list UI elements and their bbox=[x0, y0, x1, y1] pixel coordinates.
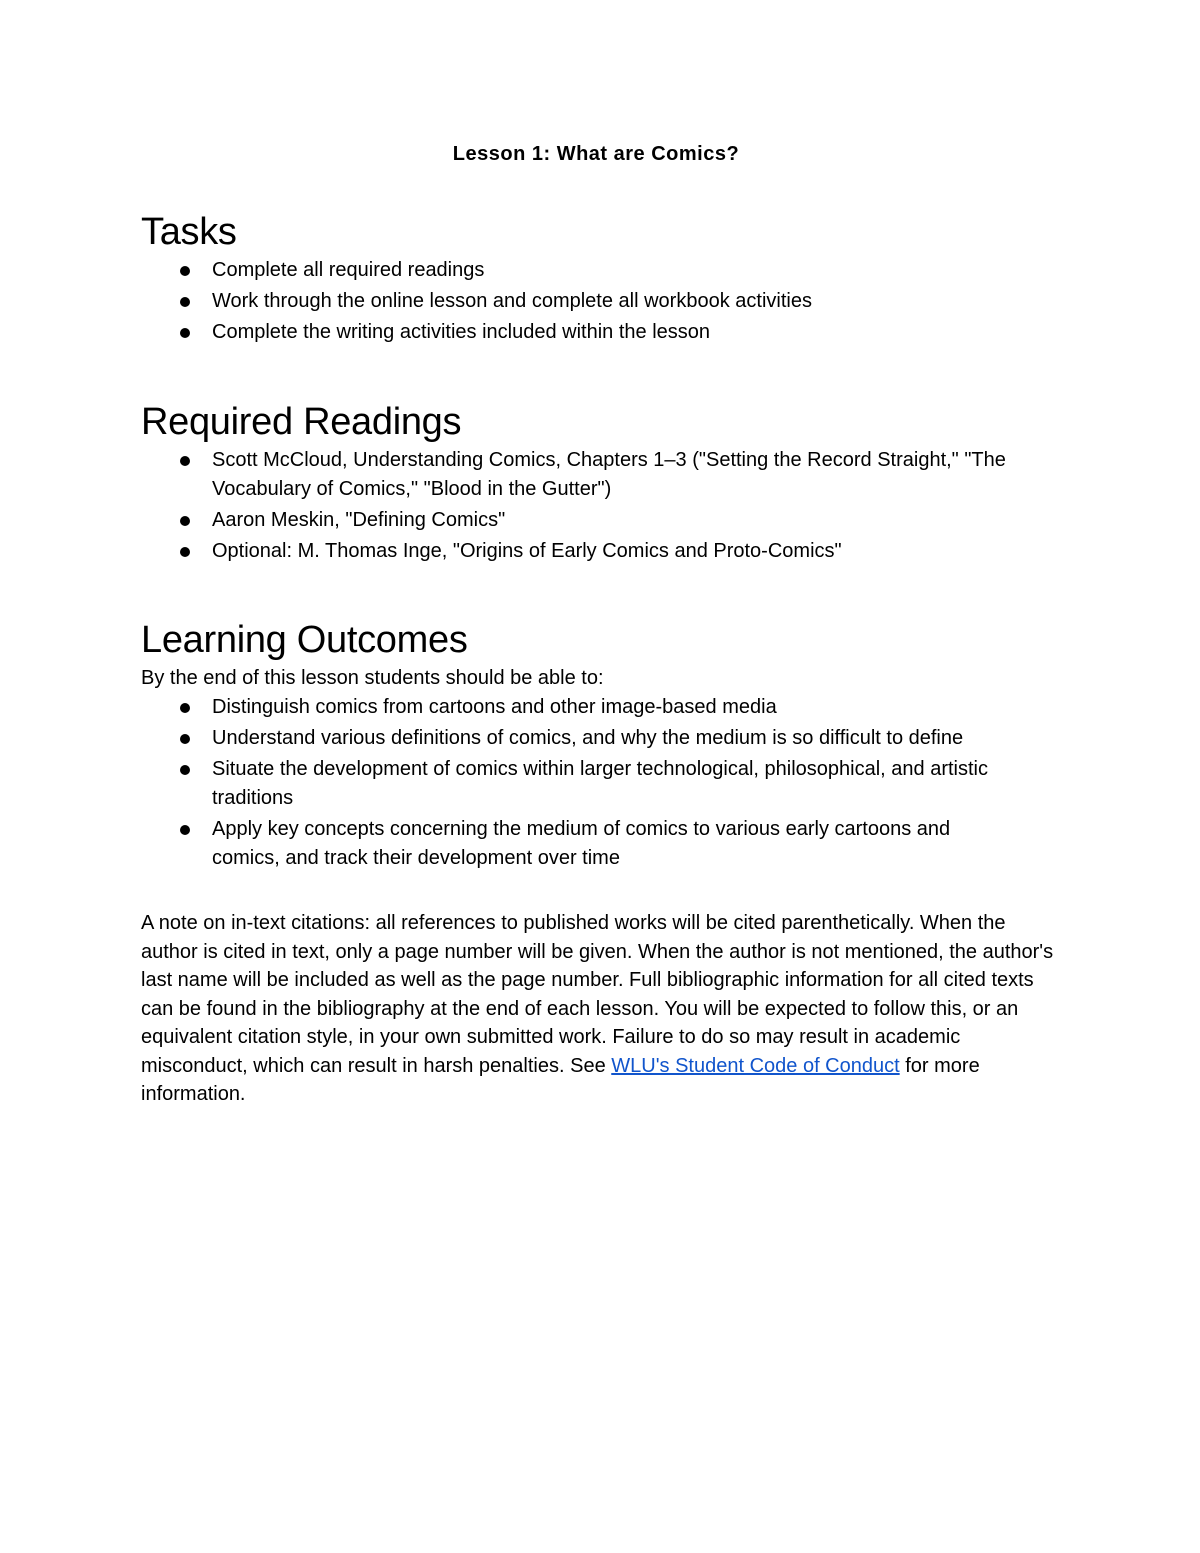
readings-list bbox=[141, 446, 1061, 566]
outcomes-section bbox=[141, 618, 1061, 875]
document-title: Lesson 1: What are Comics? bbox=[452, 143, 740, 165]
outcomes-list bbox=[141, 693, 1061, 873]
list-item bbox=[141, 256, 1061, 285]
list-item bbox=[141, 815, 1061, 873]
outcomes-intro: By the end of this lesson students should be able to: bbox=[141, 667, 604, 689]
list-item bbox=[141, 287, 1061, 316]
citation-note-text: A note on in-text citations: all references to published works will be cited parenthetically. When the author is cited in text, only a page number will be given. When the author is not mentioned, the author's last name will be included as well as the page number. Full bibliographic information for all cited texts can be found in the bibliography at the end of each lesson. You will be expected to follow this, or an equivalent citation style, in your own submitted work. Failure to do so may result in academic misconduct, which can result in harsh penalties. See bbox=[141, 912, 1054, 1077]
list-item-text: Complete the writing activities included within the lesson bbox=[212, 321, 711, 343]
bullet-icon bbox=[180, 328, 190, 338]
bullet-icon bbox=[180, 297, 190, 307]
list-item-text: Distinguish comics from cartoons and other image-based media bbox=[212, 696, 777, 718]
list-item-text: Situate the development of comics within larger technological, philosophical, and artistic traditions bbox=[212, 758, 988, 809]
bullet-icon bbox=[180, 266, 190, 276]
list-item bbox=[141, 446, 1061, 504]
bullet-icon bbox=[180, 456, 190, 466]
list-item-text: Understand various definitions of comics, and why the medium is so difficult to define bbox=[212, 727, 964, 749]
bullet-icon bbox=[180, 765, 190, 775]
list-item bbox=[141, 693, 1061, 722]
list-item bbox=[141, 755, 1061, 813]
readings-section bbox=[141, 400, 1061, 568]
bullet-icon bbox=[180, 825, 190, 835]
bullet-icon bbox=[180, 516, 190, 526]
tasks-section bbox=[141, 210, 1061, 349]
list-item bbox=[141, 506, 1061, 535]
list-item-text: Work through the online lesson and complete all workbook activities bbox=[212, 290, 812, 312]
citation-note-section bbox=[141, 909, 1056, 1109]
list-item-text: Optional: M. Thomas Inge, "Origins of Early Comics and Proto-Comics" bbox=[212, 540, 842, 562]
bullet-icon bbox=[180, 703, 190, 713]
list-item-text: Aaron Meskin, "Defining Comics" bbox=[212, 509, 506, 531]
student-code-of-conduct-link[interactable]: WLU's Student Code of Conduct bbox=[611, 1054, 900, 1077]
list-item bbox=[141, 318, 1061, 347]
list-item bbox=[141, 537, 1061, 566]
list-item-text: Apply key concepts concerning the medium of comics to various early cartoons and comics, and track their development over time bbox=[212, 818, 951, 869]
list-item-text: Complete all required readings bbox=[212, 259, 485, 281]
citation-note-text-end: for more information. bbox=[141, 1054, 980, 1105]
outcomes-heading: Learning Outcomes bbox=[141, 619, 468, 661]
bullet-icon bbox=[180, 547, 190, 557]
bullet-icon bbox=[180, 734, 190, 744]
list-item bbox=[141, 724, 1061, 753]
list-item-text: Scott McCloud, Understanding Comics, Chapters 1–3 ("Setting the Record Straight," "The Vocabulary of Comics," "Blood in the Gutter") bbox=[212, 449, 1006, 500]
tasks-heading: Tasks bbox=[141, 211, 237, 253]
tasks-list bbox=[141, 256, 1061, 347]
citation-note bbox=[141, 909, 1056, 1109]
readings-heading: Required Readings bbox=[141, 401, 462, 443]
